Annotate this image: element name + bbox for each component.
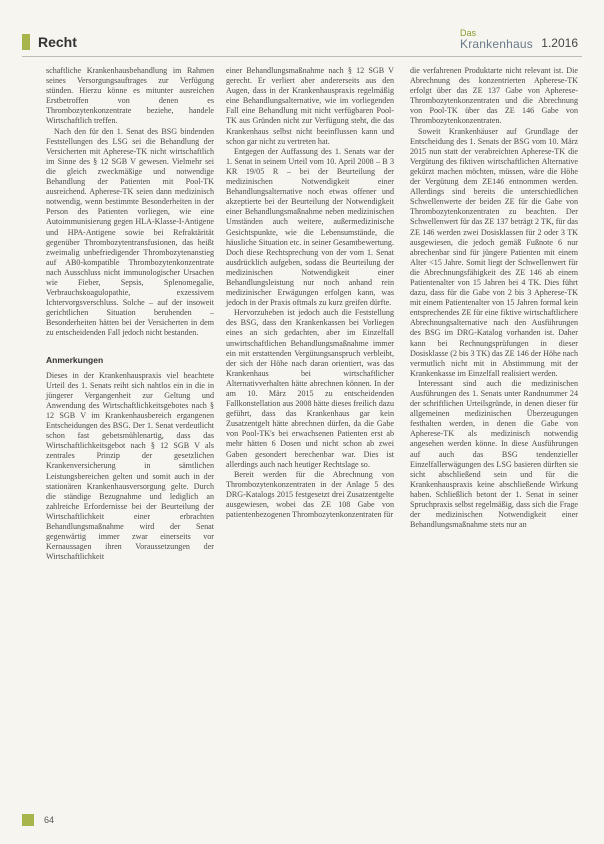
journal-logo bbox=[460, 28, 540, 54]
page-header bbox=[22, 24, 582, 58]
paragraph: Bereit werden für die Abrechnung von Thrombozytenkonzentraten in der Anlage 5 des DRG-Katalogs 2015 festgesetzt drei Zusatzentgelte ausgewiesen, wobei das ZE 108 Gabe von patientenbezogenen Thrombozytenkonzentraten für bbox=[226, 469, 394, 520]
paragraph: schaftliche Krankenhausbehandlung im Rahmen seines Versorgungsauftrages zur Verfügung stünden. Hierzu könne es mitunter ausreichen Erstbetroffen von denen es Thrombozytenkonzentrate beziehe, handele Wirtschaftlich treffen. bbox=[46, 66, 214, 126]
paragraph: Entgegen der Auffassung des 1. Senats war der 1. Senat in seinem Urteil vom 10. April 2008 – B 3 KR 19/05 R – bei der Beurteilung der medizinischen Notwendigkeit einer Behandlungsalternative noch etwas offener und akzeptierte bei der Beurteilung der Notwendigkeit einer Behandlungsmaßnahme neben medizinischen Umständen auch weitere, außermedizinische Gesichtspunkte, wie die Lebensumstände, die häusliche Situation etc. in seiner Gesamtbewertung. Doch diese Rechtsprechung von der vom 1. Senat ausdrücklich aufgeben, sodass die Beurteilung der medizinischen Notwendigkeit einer Behandlungsleistung nur noch anhand rein medizinischer Erwägungen erfolgen kann, was jedoch in der Praxis oftmals zu kurz greifen dürfte. bbox=[226, 146, 394, 308]
section-heading: Anmerkungen bbox=[46, 354, 104, 365]
header-rule bbox=[22, 56, 582, 57]
paragraph: Soweit Krankenhäuser auf Grundlage der Entscheidung des 1. Senats der BSG vom 10. März 2015 nun statt der verabreichten Apherese-TK die Vergütung des fiktiven wirtschaftlichen Alternative gekürzt machen möchten, müssen, wäre die Höhe der Vergütung dem ZE146 entnommen werden. Allerdings sind bereits die unterschiedlichen Schwellenwerte der beiden ZE für die Gabe von Thrombozytenkonzentraten zu beachten. Der Schwellenwert für das ZE 137 beträgt 2 TK, für das ZE 146 werden zwei Dosisklassen für 2 oder 3 TK ausgewiesen, die jedoch gemäß Fußnote 6 nur abrechenbar sind für jüngere Patienten mit einem Alter <15 Jahre. Somit liegt der Schwellenwert für die Abrechnungsfähigkeit des ZE 146 ab einem Patientenalter von 15 Jahren bei 4 TK. Dies führt dazu, dass für die Gabe von 2 bis 3 Apherese-TK mit einem Patientenalter von 15 Jahren formal kein entsprechendes ZE für eine fiktive wirtschaftlichere Abrechnungsalternative nach den Ausführungen des BSG im DRG-Katalog vorhanden ist. Daher kann bei Rechnungsprüfungen in dieser Dosisklasse (2 bis 3 TK) das ZE 146 der Höhe nach vermutlich nicht mit in Abstimmung mit der Krankenkasse im Einzelfall realisiert werden. bbox=[410, 126, 578, 378]
text-column-1 bbox=[46, 66, 214, 562]
text-column-3 bbox=[410, 66, 578, 530]
paragraph: Hervorzuheben ist jedoch auch die Feststellung des BSG, dass den Krankenkassen bei Vorliegen eines an sich gedachten, aber im Einzelfall unwirtschaftlichen Behandlungsmaßnahme immer ein mit erstattenden Vergütungsanspruch verbleibt, der sich der Höhe nach daran orientiert, was das Krankenhaus bei wirtschaftlicher Alternativverhalten hätte abrechnen können. In der am 10. März 2015 zu entscheidenden Fallkonstellation aus 2008 hätte dieses freilich dazu geführt, dass das Krankenhaus gar kein Zusatzentgelt hätte abrechnen dürfen, da die Gabe von Pool-TK's bei erwachsenen Patienten erst ab mehr hätten 6 Dosen und nicht schon ab zwei Gaben gesondert berechenbar war. Dies ist allerdings auch nach heutiger Rechtslage so. bbox=[226, 308, 394, 469]
paragraph: die verfahrenen Produktarte nicht relevant ist. Die Abrechnung des konzentrierten Apherese-TK erfolgt über das ZE 137 Gabe von Apherese-Thrombozytenkonzentraten und die Abrechnung von Pool-TK über das ZE 146 Gabe von Thrombozytenkonzentraten. bbox=[410, 66, 578, 126]
paragraph: einer Behandlungsmaßnahme nach § 12 SGB V gerecht. Er verliert aber andererseits aus den Augen, dass in der Krankenhauspraxis regelmäßig eine Behandlungsalternative, wie im vorliegenden Fall eine Behandlung mit nicht verfügbaren Pool-TK aus Gründen nicht zur Verfügung steht, die das Krankenhaus selbst nicht beeinflussen kann und schon gar nicht zu vertreten hat. bbox=[226, 66, 394, 146]
footer-color-bar bbox=[22, 814, 34, 826]
text-column-2 bbox=[226, 66, 394, 520]
logo-main-text: Krankenhaus bbox=[460, 37, 533, 51]
issue-number: 1.2016 bbox=[541, 36, 578, 50]
paragraph: Interessant sind auch die medizinischen Ausführungen des 1. Senats unter Randnummer 24 der schriftlichen Urteilsgründe, in denen dieser für allgemeinen medizinischen Überzeugungen festhalten werden, in denen die Gabe von Apherese-TK als medizinisch notwendig angesehen werden könne. In diese Ausführungen auf auch das BSG tendenzieller Einzelfallerwägungen des LSG basieren dürften sie sicht abschließend sein und für die Krankenhauspraxis keine abschließende Wirkung haben. Schließlich betont der 1. Senat in seiner Spruchpraxis selbst regelmäßig, dass sich die Frage der medizinischen Notwendigkeit einer Behandlungsmaßnahme stets nur an bbox=[410, 378, 578, 530]
page-number: 64 bbox=[44, 815, 55, 825]
section-color-bar bbox=[22, 34, 30, 50]
paragraph: Dieses in der Krankenhauspraxis viel beachtete Urteil des 1. Senats reiht sich nahtlos ein in die in jüngerer Vergangenheit zur Geltung und Anwendung des Wirtschaftlichkeitsgebotes nach § 12 SGB V im Krankenhausbereich ergangenen Entscheidungen des BSG. Der 1. Senat verdeutlicht schon fast gebetsmühlenartig, dass das Wirtschaftlichkeitsgebot nach § 12 SGB V als zentrales Prinzip der gesetzlichen Krankenversicherung in sämtlichen Leistungsbereichen gelten und somit auch in der stationären Krankenhausversorgung gelte. Durch die ständige Bezugnahme und lediglich an zahlreiche Erfordernisse bei der Beurteilung der Wirtschaftlichkeit einer erbrachten Behandlungsmaßnahme wird der Senat gegenwärtig immer zwar einerseits vor Kernaussagen ihren Voraussetzungen der Wirtschaftlichkeit bbox=[46, 370, 214, 562]
paragraph: Nach den für den 1. Senat des BSG bindenden Feststellungen des LSG sei die Behandlung der Versicherten mit Apherese-TK nicht wirtschaftlich im Sinne des § 12 SGB V gewesen. Vielmehr sei die gleich zweckmäßige und notwendige Behandlung der Patienten mit Pool-TK ausreichend. Apherese-TK seien dann medizinisch notwendig, wenn bestimmte Besonderheiten in der Person des Patienten vorliegen, wie eine Autoimmunisierung gegen HLA-Klasse-I-Antigene und HPA-Antigene sowie bei Refraktärität gegenüber Thrombozytentransfusionen, das heißt zweimalig unbefriedigender Thrombozytenanstieg auf AB0-kompatible Thrombozytenkonzentrate nach Ausschluss nicht immunologischer Ursachen wie Fieber, Sepsis, Splenomegalie, Verbrauchskoagulopathie, exzessivem Ichtervorgsverschluss. Solche – auf der insoweit gerichtlichen Situation beruhenden – Besonderheiten hätten bei der Versicherten in dem zu entscheidenden Fall jedoch nicht bestanden. bbox=[46, 126, 214, 338]
section-title: Recht bbox=[38, 34, 77, 50]
logo-top-text: Das bbox=[460, 28, 477, 38]
